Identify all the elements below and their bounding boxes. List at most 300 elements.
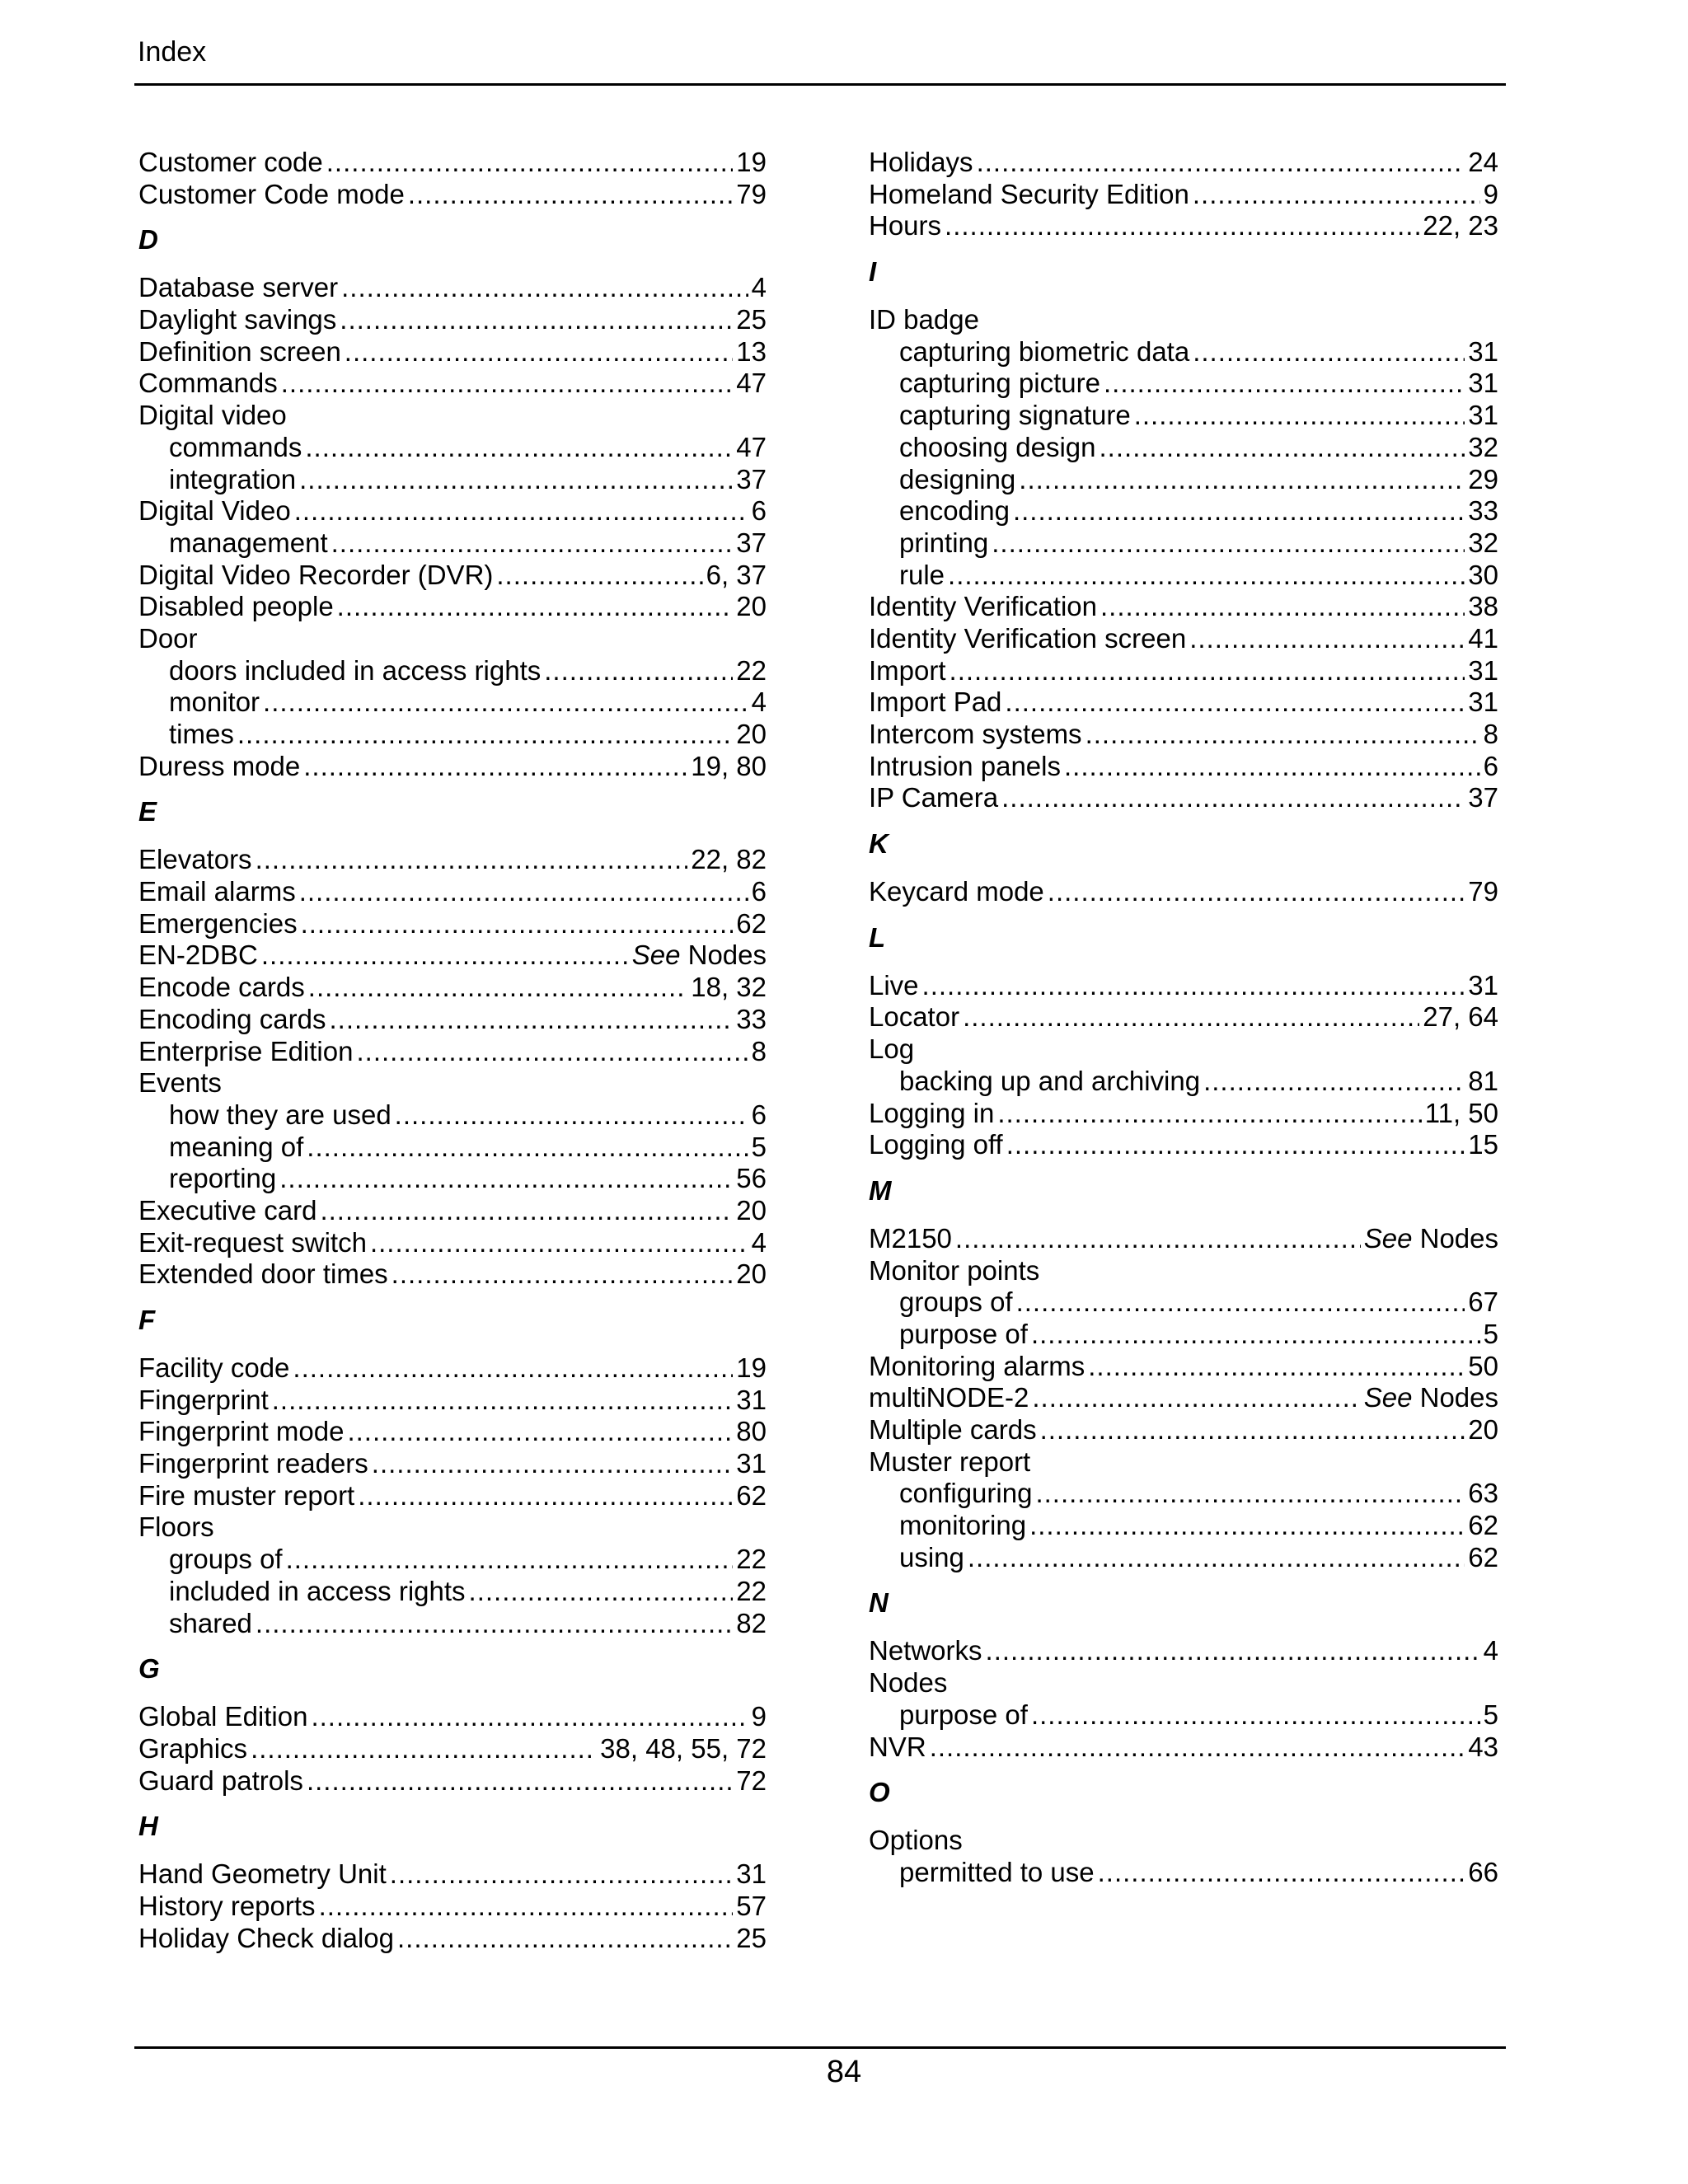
dot-leader (261, 940, 629, 972)
page-refs: 30 (1468, 559, 1498, 590)
dot-leader (968, 1542, 1465, 1574)
page-refs: 62 (736, 1479, 767, 1511)
dot-leader (1040, 1414, 1465, 1446)
index-term: commands (169, 431, 302, 462)
page-refs: 82 (736, 1607, 767, 1638)
dot-leader (1031, 1699, 1480, 1732)
index-subentry (138, 432, 767, 464)
index-term: Live (869, 969, 919, 1001)
index-term: Fingerprint mode (138, 1416, 345, 1447)
dot-leader (341, 272, 748, 304)
dot-leader (977, 147, 1465, 179)
index-term: Exit-request switch (138, 1226, 367, 1258)
dot-leader (1035, 1478, 1465, 1510)
page-refs: 20 (736, 719, 767, 749)
dot-leader (1032, 1382, 1360, 1414)
index-entry (138, 1352, 767, 1385)
index-term: Muster report (869, 1446, 1031, 1477)
index-term: times (169, 719, 234, 749)
dot-leader (945, 210, 1419, 242)
index-subentry (869, 1857, 1498, 1889)
index-term: Identity Verification screen (869, 622, 1187, 654)
index-entry (869, 970, 1498, 1002)
index-term: encoding (899, 495, 1010, 527)
index-term: Multiple cards (869, 1414, 1037, 1445)
index-subentry (869, 336, 1498, 368)
page-refs: 47 (736, 431, 767, 462)
page-refs: 22 (736, 1544, 767, 1575)
page-refs: 31 (1468, 335, 1498, 367)
page-refs: 5 (751, 1131, 767, 1162)
index-entry (869, 1382, 1498, 1414)
index-term: Intercom systems (869, 719, 1082, 749)
index-subentry (869, 1510, 1498, 1542)
section-letter: N (869, 1587, 889, 1619)
cross-reference (632, 940, 767, 972)
index-heading (138, 1511, 767, 1544)
index-term: shared (169, 1607, 252, 1638)
index-entry (138, 972, 767, 1004)
index-subentry (138, 464, 767, 496)
dot-leader (1085, 719, 1480, 751)
index-column-right (869, 147, 1498, 1889)
index-term: rule (899, 559, 945, 590)
dot-leader (272, 1385, 734, 1417)
index-term: Monitor points (869, 1254, 1040, 1286)
index-term: Disabled people (138, 591, 334, 622)
index-term: Elevators (138, 844, 252, 875)
index-subentry (138, 655, 767, 687)
dot-leader (305, 432, 733, 464)
index-term: Email alarms (138, 876, 296, 907)
dot-leader (930, 1732, 1465, 1764)
index-term: Emergencies (138, 907, 298, 939)
dot-leader (496, 560, 702, 592)
index-entry (138, 147, 767, 179)
page-refs: 37 (736, 527, 767, 558)
index-subentry (138, 1544, 767, 1576)
dot-leader (263, 687, 748, 719)
index-entry (869, 591, 1498, 623)
page-refs: 20 (736, 1258, 767, 1290)
index-term: History reports (138, 1890, 316, 1921)
index-term: Locator (869, 1001, 960, 1033)
section-letter: H (138, 1811, 158, 1842)
index-entry (869, 210, 1498, 242)
dot-leader (256, 1608, 733, 1640)
dot-leader (1048, 876, 1465, 908)
dot-leader (293, 1352, 733, 1385)
index-term: purpose of (899, 1318, 1028, 1349)
page-refs: 6 (751, 1099, 767, 1130)
section-letter: I (869, 256, 877, 288)
dot-leader (1189, 623, 1465, 655)
page-refs: 81 (1468, 1065, 1498, 1096)
index-term: capturing signature (899, 400, 1131, 431)
dot-leader (955, 1223, 1361, 1255)
index-entry (869, 1414, 1498, 1446)
index-term: Intrusion panels (869, 750, 1061, 781)
dot-leader (1098, 1857, 1465, 1889)
page-refs: 47 (736, 368, 767, 399)
index-entry (138, 336, 767, 368)
page-refs: 79 (1468, 876, 1498, 907)
dot-leader (308, 972, 687, 1004)
dot-leader (992, 527, 1465, 560)
index-entry (869, 687, 1498, 719)
page-refs: 22, 82 (691, 844, 767, 875)
dot-leader (948, 560, 1465, 592)
index-term: multiNODE-2 (869, 1382, 1029, 1413)
page-refs: 19, 80 (691, 750, 767, 781)
page-refs: 43 (1468, 1731, 1498, 1762)
page-refs: 31 (1468, 654, 1498, 686)
see-target: Nodes (1419, 1382, 1498, 1413)
dot-leader (1100, 432, 1465, 464)
dot-leader (950, 655, 1465, 687)
page-refs: 6 (751, 495, 767, 527)
index-term: management (169, 527, 328, 558)
index-heading (869, 304, 1498, 336)
page-refs: 4 (751, 272, 767, 303)
index-entry (869, 1129, 1498, 1161)
dot-leader (372, 1448, 733, 1480)
index-entry (138, 1385, 767, 1417)
index-term: Commands (138, 368, 278, 399)
index-term: Hours (869, 210, 942, 241)
page-refs: 20 (1468, 1414, 1498, 1445)
dot-leader (922, 970, 1465, 1002)
dot-leader (279, 1163, 733, 1195)
index-term: Extended door times (138, 1258, 388, 1290)
index-term: Guard patrols (138, 1765, 303, 1796)
index-heading (869, 1825, 1498, 1857)
index-heading (869, 1255, 1498, 1287)
dot-leader (299, 464, 733, 496)
cross-reference (1364, 1382, 1498, 1414)
page-refs: 56 (736, 1163, 767, 1194)
page-number: 84 (826, 2055, 862, 2089)
dot-leader (1019, 464, 1465, 496)
index-term: IP Camera (869, 782, 999, 813)
page-refs: 62 (736, 907, 767, 939)
index-term: capturing picture (899, 368, 1100, 399)
index-entry (138, 272, 767, 304)
page-refs: 5 (1483, 1318, 1498, 1349)
page-refs: 31 (1468, 400, 1498, 431)
index-term: Executive card (138, 1194, 317, 1226)
index-term: Graphics (138, 1732, 248, 1764)
see-target: Nodes (1419, 1222, 1498, 1254)
page-refs: 31 (736, 1384, 767, 1415)
index-term: choosing design (899, 431, 1096, 462)
index-term: Customer Code mode (138, 178, 405, 209)
cross-reference (1364, 1223, 1498, 1255)
dot-leader (1005, 687, 1465, 719)
dot-leader (1193, 336, 1465, 368)
index-entry (138, 876, 767, 908)
index-entry (138, 1480, 767, 1512)
index-term: Networks (869, 1635, 982, 1666)
dot-leader (356, 1036, 748, 1068)
index-column-left (138, 147, 767, 1954)
page-refs: 22 (736, 1575, 767, 1606)
dot-leader (469, 1576, 734, 1608)
dot-leader (307, 1765, 733, 1797)
dot-leader (1088, 1351, 1465, 1383)
index-term: Duress mode (138, 750, 301, 781)
index-subentry (869, 1286, 1498, 1319)
index-term: Daylight savings (138, 304, 337, 335)
page-refs: 31 (1468, 687, 1498, 718)
see-label: See (1363, 1382, 1413, 1413)
index-term: Holidays (869, 147, 973, 177)
section-letter: D (138, 224, 158, 255)
index-entry (869, 751, 1498, 783)
page-refs: 37 (736, 463, 767, 494)
index-term: EN-2DBC (138, 940, 258, 971)
page-refs: 11, 50 (1424, 1097, 1498, 1128)
index-subentry (138, 1132, 767, 1164)
index-term: integration (169, 463, 297, 494)
page-refs: 31 (1468, 368, 1498, 399)
dot-leader (331, 527, 734, 560)
index-subentry (869, 464, 1498, 496)
page-refs: 80 (736, 1416, 767, 1447)
dot-leader (390, 1858, 733, 1891)
page-refs: 63 (1468, 1478, 1498, 1509)
page-refs: 9 (751, 1701, 767, 1732)
dot-leader (311, 1701, 748, 1733)
dot-leader (395, 1099, 748, 1132)
dot-leader (1203, 1066, 1465, 1098)
index-entry (138, 1701, 767, 1733)
dot-leader (347, 1416, 733, 1448)
page-refs: 37 (1468, 782, 1498, 813)
page-refs: 32 (1468, 431, 1498, 462)
dot-leader (1104, 368, 1465, 400)
page-refs: 19 (736, 1352, 767, 1383)
index-term: Digital Video (138, 495, 291, 527)
index-term: Door (138, 622, 198, 654)
index-entry (138, 844, 767, 876)
index-term: meaning of (169, 1131, 304, 1162)
index-term: Fingerprint (138, 1384, 269, 1415)
page-refs: 4 (751, 1226, 767, 1258)
index-term: Homeland Security Edition (869, 178, 1189, 209)
index-subentry (869, 1478, 1498, 1510)
index-entry (138, 179, 767, 211)
index-entry (138, 1004, 767, 1036)
dot-leader (320, 1195, 733, 1227)
page-refs: 24 (1468, 147, 1498, 177)
index-term: Monitoring alarms (869, 1350, 1085, 1381)
page-refs: 32 (1468, 527, 1498, 558)
index-term: Identity Verification (869, 591, 1097, 622)
dot-leader (301, 908, 734, 940)
index-entry (869, 719, 1498, 751)
index-entry (869, 1635, 1498, 1667)
page-refs: 31 (736, 1858, 767, 1890)
dot-leader (1031, 1319, 1480, 1351)
index-subentry (869, 495, 1498, 527)
dot-leader (345, 336, 733, 368)
index-heading (138, 400, 767, 432)
index-entry (869, 1098, 1498, 1130)
index-term: Logging in (869, 1097, 995, 1128)
page-refs: 22 (736, 654, 767, 686)
index-entry (869, 1351, 1498, 1383)
index-term: Facility code (138, 1352, 290, 1383)
page-refs: 31 (736, 1448, 767, 1479)
dot-leader (329, 1004, 733, 1036)
dot-leader (281, 368, 734, 400)
dot-leader (1193, 179, 1480, 211)
page-refs: 4 (751, 687, 767, 718)
index-heading (869, 1033, 1498, 1066)
dot-leader (299, 876, 748, 908)
index-entry (138, 495, 767, 527)
see-label: See (1363, 1222, 1413, 1254)
page-refs: 33 (1468, 495, 1498, 527)
dot-leader (397, 1923, 733, 1955)
section-letter: G (138, 1653, 160, 1685)
index-term: Customer code (138, 147, 323, 177)
index-term: Global Edition (138, 1701, 308, 1732)
dot-leader (256, 844, 688, 876)
page-refs: 4 (1483, 1635, 1498, 1666)
page-refs: 62 (1468, 1541, 1498, 1572)
index-entry (138, 560, 767, 592)
page-refs: 15 (1468, 1129, 1498, 1160)
page-refs: 5 (1483, 1699, 1498, 1730)
index-term: Import (869, 654, 946, 686)
index-term: ID badge (869, 304, 979, 335)
index-entry (869, 1001, 1498, 1033)
index-subentry (138, 527, 767, 560)
dot-leader (963, 1001, 1419, 1033)
index-term: Nodes (869, 1667, 948, 1699)
index-subentry (869, 1542, 1498, 1574)
page-refs: 62 (1468, 1510, 1498, 1541)
index-term: included in access rights (169, 1575, 466, 1606)
page-refs: 22, 23 (1423, 210, 1498, 241)
footer-rule (134, 2046, 1506, 2049)
section-letter: M (869, 1174, 892, 1206)
dot-leader (303, 751, 687, 783)
index-term: Encoding cards (138, 1003, 326, 1034)
dot-leader (358, 1480, 733, 1512)
index-term: Encode cards (138, 972, 305, 1003)
page-refs: 66 (1468, 1856, 1498, 1887)
dot-leader (1029, 1510, 1465, 1542)
index-entry (138, 908, 767, 940)
index-term: Logging off (869, 1129, 1003, 1160)
page-refs: 50 (1468, 1350, 1498, 1381)
index-entry (138, 1258, 767, 1291)
dot-leader (294, 495, 748, 527)
dot-leader (1013, 495, 1465, 527)
index-subentry (869, 1066, 1498, 1098)
page-refs: 67 (1468, 1286, 1498, 1318)
index-term: Hand Geometry Unit (138, 1858, 387, 1890)
page-refs: 33 (736, 1003, 767, 1034)
index-entry (138, 751, 767, 783)
index-term: Holiday Check dialog (138, 1922, 395, 1953)
section-letter: L (869, 921, 886, 953)
index-term: groups of (169, 1544, 283, 1575)
page-refs: 8 (1483, 719, 1498, 749)
index-heading (138, 623, 767, 655)
index-entry (138, 1765, 767, 1797)
section-letter: E (138, 796, 157, 827)
index-term: Log (869, 1033, 915, 1065)
index-term: using (899, 1541, 964, 1572)
index-term: Options (869, 1825, 963, 1856)
page-refs: 25 (736, 304, 767, 335)
dot-leader (307, 1132, 748, 1164)
index-entry (869, 876, 1498, 908)
index-term: Keycard mode (869, 876, 1044, 907)
index-subentry (138, 1608, 767, 1640)
index-term: reporting (169, 1163, 277, 1194)
page-refs: 72 (736, 1765, 767, 1796)
index-subentry (138, 1099, 767, 1132)
dot-leader (237, 719, 733, 751)
index-term: monitoring (899, 1510, 1027, 1541)
index-entry (869, 1223, 1498, 1255)
index-entry (138, 304, 767, 336)
index-term: Database server (138, 272, 339, 303)
dot-leader (997, 1098, 1421, 1130)
index-heading (869, 1667, 1498, 1699)
dot-leader (340, 304, 733, 336)
index-entry (138, 1448, 767, 1480)
dot-leader (408, 179, 733, 211)
page-refs: 20 (736, 591, 767, 622)
header-rule (134, 83, 1506, 86)
index-entry (869, 655, 1498, 687)
index-subentry (869, 1319, 1498, 1351)
index-subentry (869, 432, 1498, 464)
page-refs: 29 (1468, 463, 1498, 494)
index-entry (138, 940, 767, 972)
index-term: Digital Video Recorder (DVR) (138, 559, 494, 590)
index-subentry (869, 527, 1498, 560)
dot-leader (1001, 782, 1465, 814)
page-refs: 13 (736, 335, 767, 367)
index-subentry (138, 719, 767, 751)
index-term: Definition screen (138, 335, 341, 367)
index-term: Digital video (138, 400, 287, 431)
index-entry (138, 368, 767, 400)
index-term: NVR (869, 1731, 926, 1762)
see-label: See (631, 940, 681, 971)
index-entry (138, 1416, 767, 1448)
dot-leader (337, 591, 734, 623)
index-term: permitted to use (899, 1856, 1095, 1887)
dot-leader (1016, 1286, 1465, 1319)
index-term: Import Pad (869, 687, 1002, 718)
index-heading (869, 1446, 1498, 1479)
dot-leader (392, 1258, 734, 1291)
index-term: how they are used (169, 1099, 392, 1130)
dot-leader (326, 147, 734, 179)
index-term: doors included in access rights (169, 654, 542, 686)
index-term: Fingerprint readers (138, 1448, 368, 1479)
index-entry (138, 1891, 767, 1923)
index-term: capturing biometric data (899, 335, 1190, 367)
